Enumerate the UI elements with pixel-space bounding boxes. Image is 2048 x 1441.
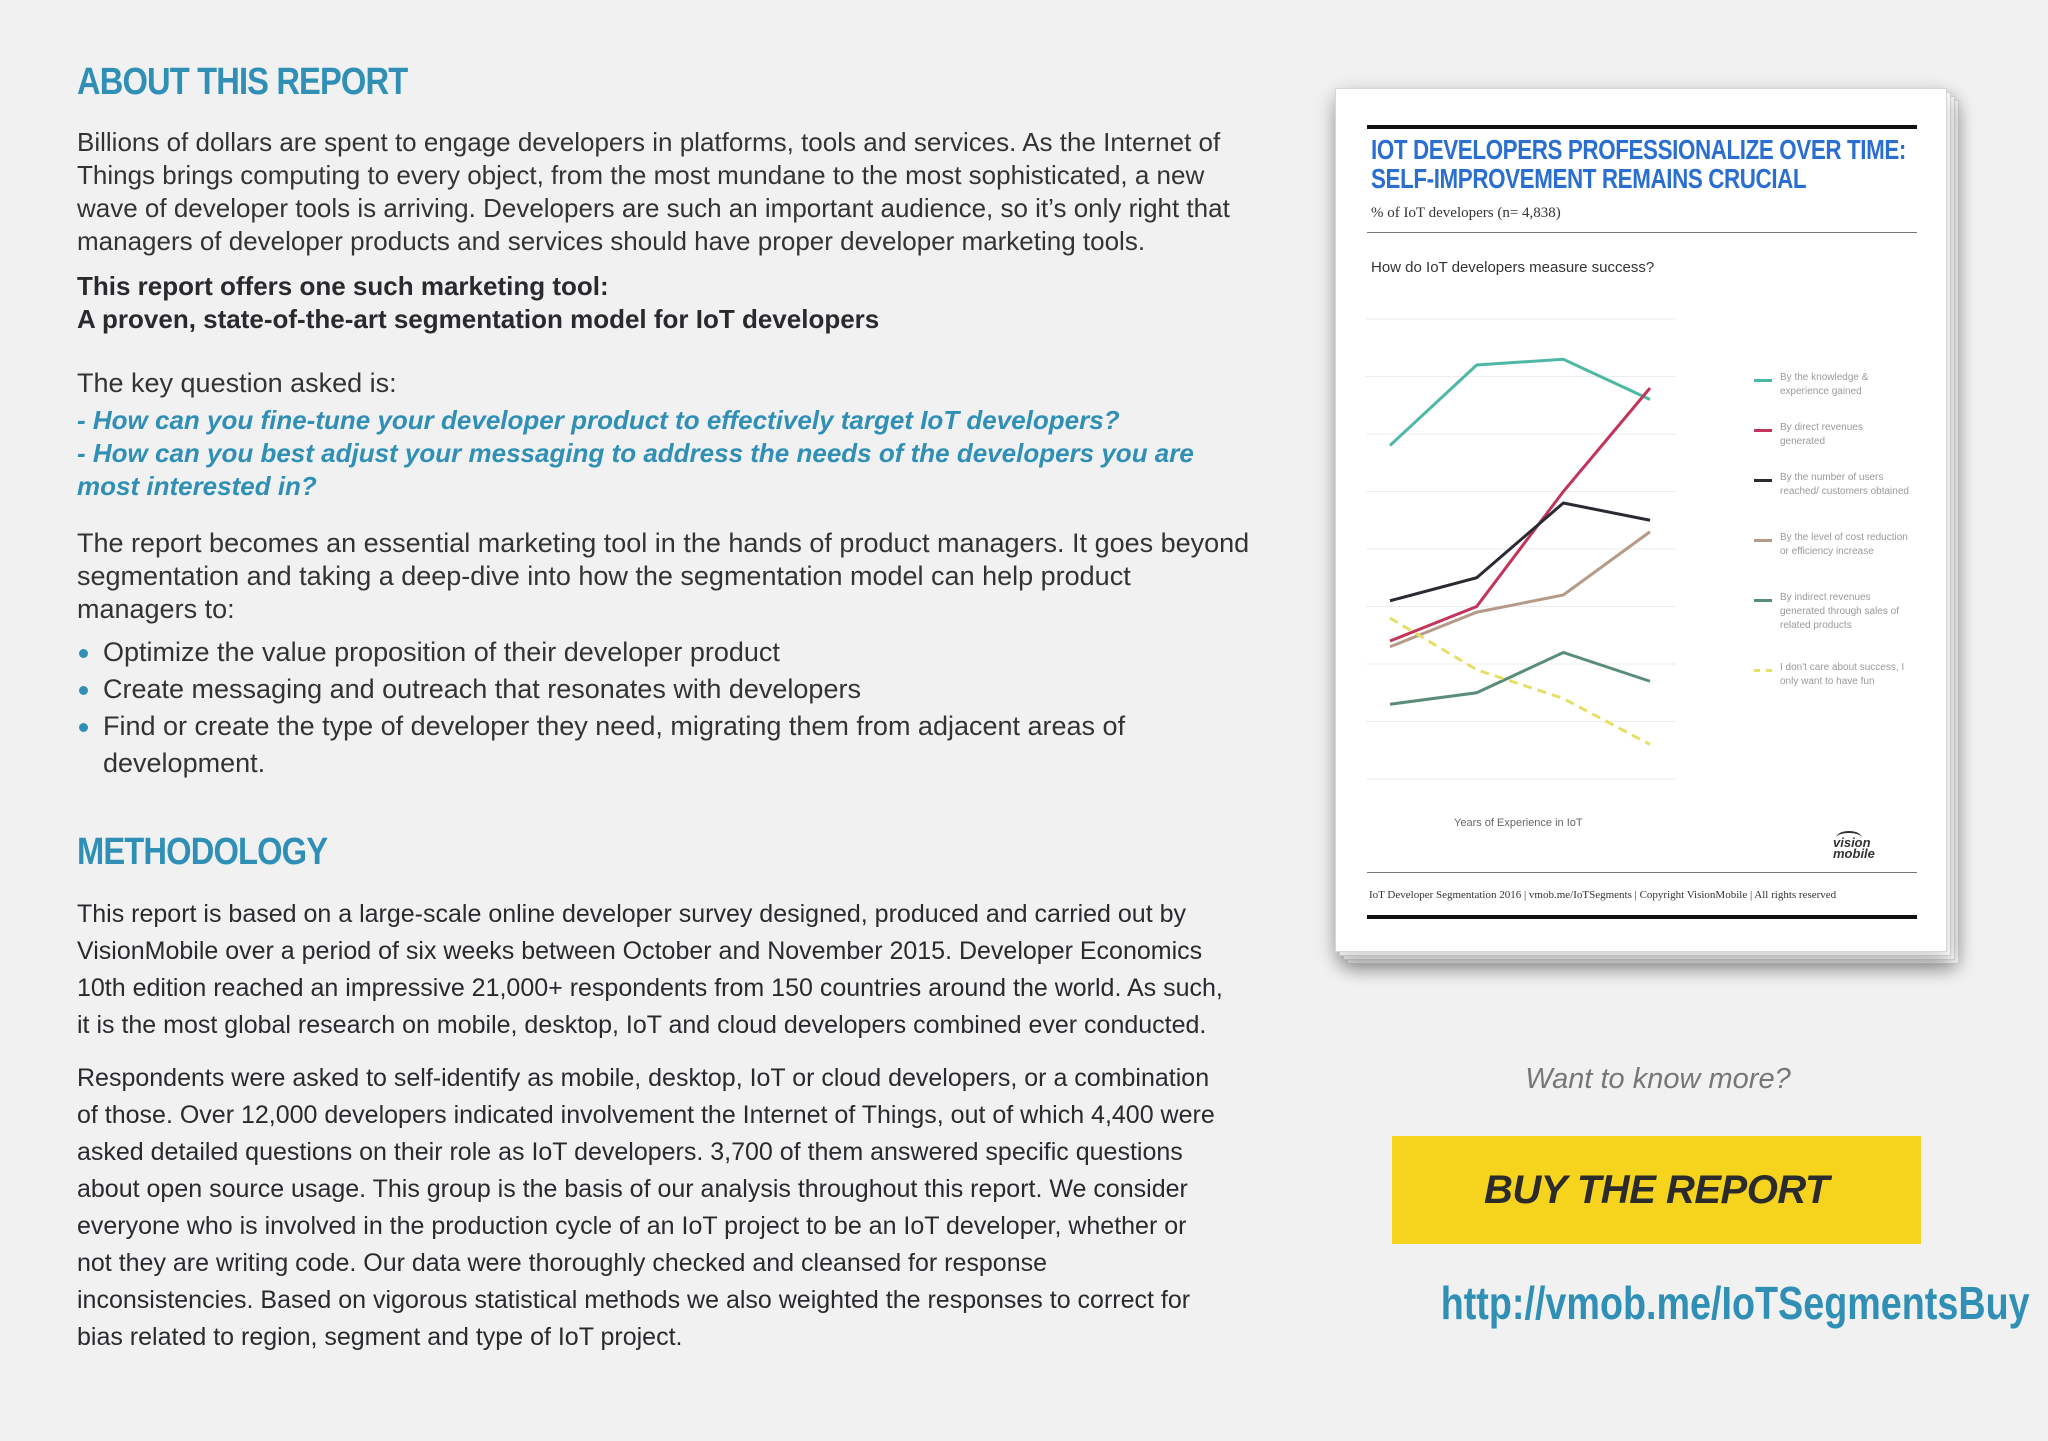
bullet-dot-icon [79,649,88,658]
series-line-2 [1390,503,1650,601]
list-item-text: Create messaging and outreach that resonates with developers [103,674,861,704]
question-1: - How can you fine-tune your developer product to effectively target IoT developers? [77,405,1120,435]
key-question-label: The key question asked is: [77,368,397,398]
list-item [77,671,1257,708]
bullet-dot-icon [79,723,88,732]
visionmobile-logo: vision mobile [1833,835,1875,861]
buy-report-label: BUY THE REPORT [1484,1167,1829,1212]
report-subtitle: % of IoT developers (n= 4,838) [1371,205,1561,221]
legend-swatch [1754,599,1772,602]
report-preview [1335,88,1963,968]
chart-question: How do IoT developers measure success? [1371,259,1655,276]
methodology-title: METHODOLOGY [77,831,328,873]
offer-line-1: This report offers one such marketing tool: [77,271,609,301]
bullet-dot-icon [79,686,88,695]
legend-label: I don't care about success, I only want to have fun [1780,662,1905,687]
legend-label: By the number of users reached/ customers obtained [1780,472,1909,497]
legend-swatch [1754,539,1772,542]
series-line-5 [1390,618,1650,745]
line-chart [1336,89,1946,951]
offer-line-2: A proven, state-of-the-art segmentation model for IoT developers [77,304,880,334]
methodology-paragraph-1: This report is based on a large-scale online developer survey designed, produced and carried out by VisionMobile over a period of six weeks between October and November 2015. Developer Economics 10th edition reached an impressive 21,000+ respondents from 150 countries around the world. As such, it is the most global research on mobile, desktop, IoT and cloud developers combined ever conducted. [77,900,1223,1039]
legend-swatch [1754,669,1772,672]
series-line-4 [1390,653,1650,705]
offer-statement [77,270,1257,336]
divider [1367,872,1917,873]
legend-label: By direct revenues generated [1780,422,1863,447]
want-to-know-more: Want to know more? [1525,1063,1791,1095]
legend-swatch [1754,429,1772,432]
left-column [77,60,1257,1356]
about-intro: Billions of dollars are spent to engage developers in platforms, tools and services. As the Internet of Things brings computing to every object, from the most mundane to the most sophisticated, a new wave of developer tools is arriving. Developers are such an important audience, so it’s only right that managers of developer products and services should have proper developer marketing tools. [77,127,1230,256]
legend-label: By the knowledge & experience gained [1780,372,1869,397]
methodology-section [77,830,1257,1356]
questions [77,404,1257,503]
report-footer: IoT Developer Segmentation 2016 | vmob.me/IoTSegments | Copyright VisionMobile | All rights reserved [1369,889,1837,901]
about-title: ABOUT THIS REPORT [77,61,408,103]
report-title-line-2: SELF-IMPROVEMENT REMAINS CRUCIAL [1371,163,1807,194]
benefit-list [77,634,1257,782]
bottom-rule [1367,915,1917,919]
essential-tool-text: The report becomes an essential marketing tool in the hands of product managers. It goes beyond segmentation and taking a deep-dive into how the segmentation model can help product managers to: [77,528,1250,624]
methodology-paragraph-2: Respondents were asked to self-identify as mobile, desktop, IoT or cloud developers, or a combination of those. Over 12,000 developers indicated involvement the Internet of Things, out of which 4,400 were asked detailed questions on their role as IoT developers. 3,700 of them answered specific questions about open source usage. This group is the basis of our analysis throughout this report. We consider everyone who is involved in the production cycle of an IoT project to be an IoT developer, whether or not they are writing code. Our data were thoroughly checked and cleansed for response inconsistencies. Based on vigorous statistical methods we also weighted the responses to correct for bias related to region, segment and type of IoT project. [77,1064,1215,1351]
x-axis-label: Years of Experience in IoT [1454,817,1583,829]
buy-report-button[interactable] [1392,1136,1921,1244]
list-item-text: Optimize the value proposition of their developer product [103,637,780,667]
legend-swatch [1754,479,1772,482]
list-item [77,708,1243,782]
list-item [77,634,1257,671]
question-2: - How can you best adjust your messaging to address the needs of the developers you are most interested in? [77,438,1194,501]
buy-report-link[interactable]: http://vmob.me/IoTSegmentsBuy [1440,1277,2030,1329]
legend-label: By indirect revenues generated through sales of related products [1780,592,1899,631]
report-cover-page [1335,88,1947,952]
legend-label: By the level of cost reduction or efficiency increase [1780,532,1908,557]
legend-swatch [1754,379,1772,382]
report-title-line-1: IOT DEVELOPERS PROFESSIONALIZE OVER TIME: [1371,134,1906,165]
list-item-text: Find or create the type of developer they need, migrating them from adjacent areas of development. [103,711,1126,778]
